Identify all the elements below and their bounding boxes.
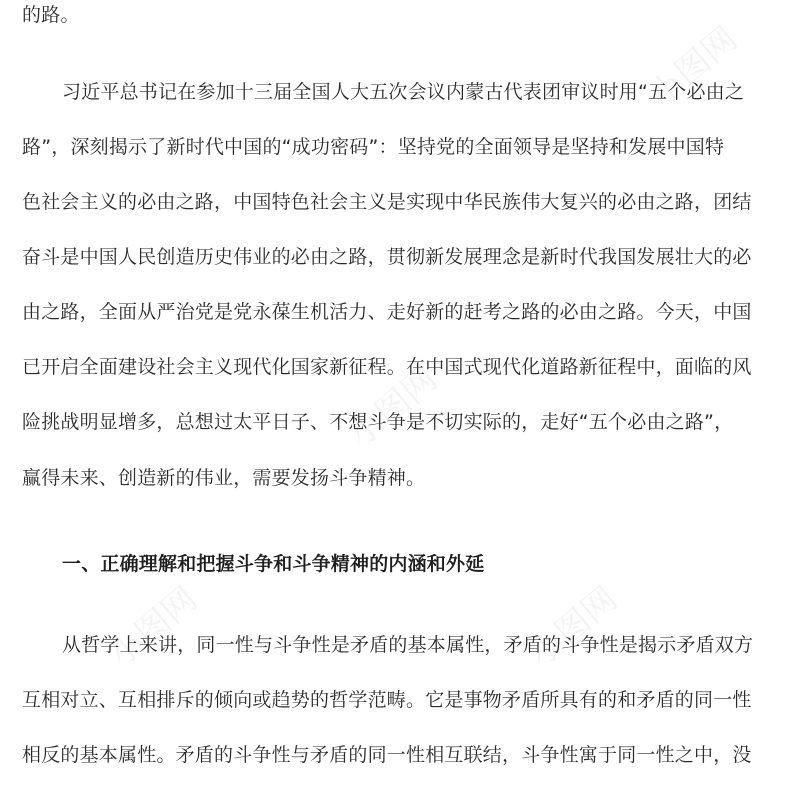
watermark: 小图网 xyxy=(101,579,206,676)
text-line: 由之路，全面从严治党是党永葆生机活力、走好新的赶考之路的必由之路。今天，中国 xyxy=(22,301,752,323)
text-line: 已开启全面建设社会主义现代化国家新征程。在中国式现代化道路新征程中，面临的风 xyxy=(22,356,752,378)
text-line: 的路。 xyxy=(22,4,80,26)
watermark: 小图网 xyxy=(341,359,446,456)
watermark: 小图网 xyxy=(641,19,746,116)
text-line: 色社会主义的必由之路，中国特色社会主义是实现中华民族伟大复兴的必由之路，团结 xyxy=(22,191,752,213)
text-line: 习近平总书记在参加十三届全国人大五次会议内蒙古代表团审议时用“五个必由之 xyxy=(62,81,745,103)
text-line: 互相对立、互相排斥的倾向或趋势的哲学范畴。它是事物矛盾所具有的和矛盾的同一性 xyxy=(22,689,752,711)
text-line: 相反的基本属性。矛盾的斗争性与矛盾的同一性相互联结，斗争性寓于同一性之中，没 xyxy=(22,744,752,766)
section-heading: 一、正确理解和把握斗争和斗争精神的内涵和外延 xyxy=(62,553,485,575)
text-line: 险挑战明显增多，总想过太平日子、不想斗争是不切实际的，走好“五个必由之路”， xyxy=(22,411,734,433)
text-line: 路”，深刻揭示了新时代中国的“成功密码”：坚持党的全面领导是坚持和发展中国特 xyxy=(22,136,725,158)
text-line: 从哲学上来讲，同一性与斗争性是矛盾的基本属性，矛盾的斗争性是揭示矛盾双方 xyxy=(62,634,754,656)
watermark: 小图网 xyxy=(521,579,626,676)
text-line: 赢得未来、创造新的伟业，需要发扬斗争精神。 xyxy=(22,467,426,489)
text-line: 奋斗是中国人民创造历史伟业的必由之路，贯彻新发展理念是新时代我国发展壮大的必 xyxy=(22,246,752,268)
